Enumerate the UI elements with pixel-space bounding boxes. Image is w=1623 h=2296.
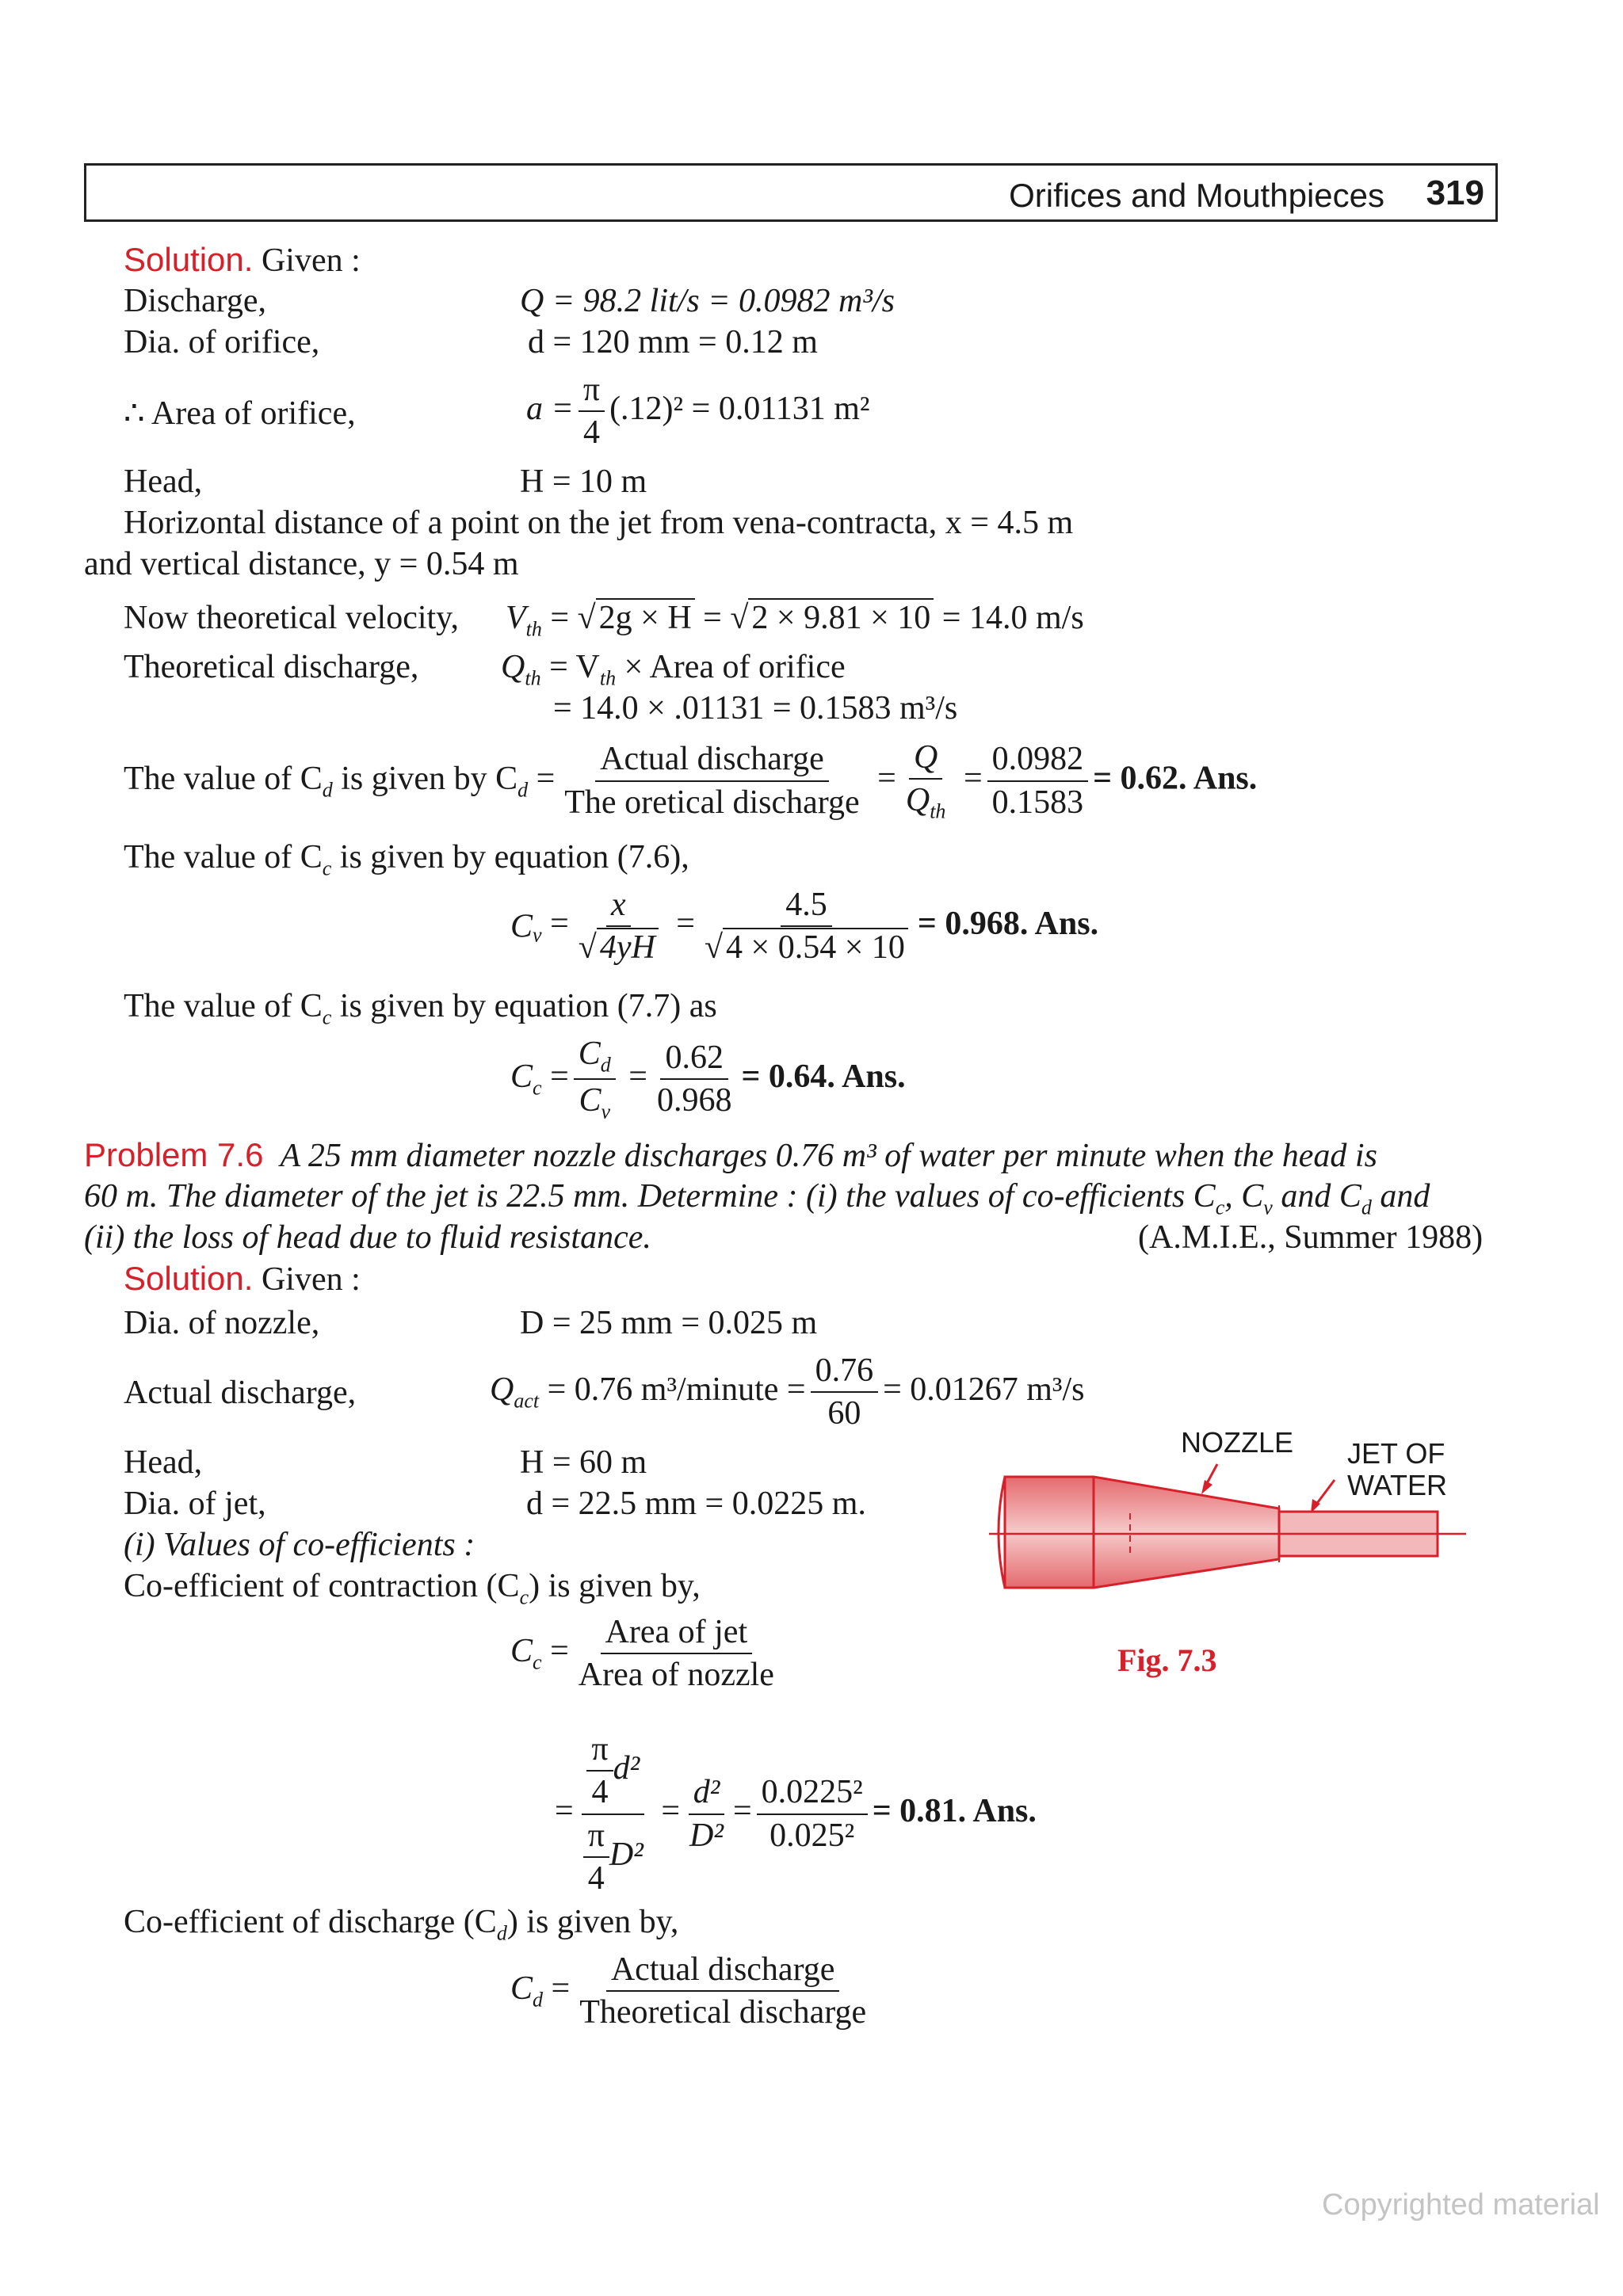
nozzle-dia-eq: D = 25 mm = 0.025 m — [520, 1305, 818, 1341]
theoretical-discharge-eq2: = 14.0 × .01131 = 0.1583 m³/s — [553, 690, 958, 727]
area-label: ∴ Area of orifice, — [124, 395, 356, 432]
theoretical-discharge-label: Theoretical discharge, — [124, 649, 419, 685]
figure-caption: Fig. 7.3 — [1117, 1642, 1217, 1678]
horizontal-distance: Horizontal distance of a point on the jet from vena-contracta, x = 4.5 m — [124, 505, 1074, 541]
running-header — [84, 163, 1498, 222]
problem-line1: Problem 7.6 A 25 mm diameter nozzle discharges 0.76 m³ of water per minute when the head is — [84, 1136, 1377, 1174]
head-label: Head, — [124, 463, 203, 500]
orifice-dia-label: Dia. of orifice, — [124, 324, 320, 360]
values-heading: (i) Values of co-efficients : — [124, 1527, 475, 1563]
discharge-eq: Q = 98.2 lit/s = 0.0982 m³/s — [520, 283, 895, 319]
ratio-eq: = $\frac{\pi}{4}$ d² $\frac{\pi}{4}$ D² = $\frac{\text{d²}}{\text{D²}}$ = $\frac{\text{0.0225²}}{\text{0.025²}}$ = 0.81. Ans. — [555, 1731, 1037, 1897]
velocity-eq: $V_{th} = √2g \times H = √2 \times 9.81 \times 10 = 14.0$ m/s — [506, 600, 1084, 641]
cc2-eq: $C_c$ = $\frac{\text{Area of jet}}{\text{Area of nozzle}}$ — [510, 1614, 774, 1694]
theoretical-discharge-eq: $Q_{th} = V_{th}$ × Area of orifice — [501, 649, 846, 690]
actual-discharge-label: Actual discharge, — [124, 1375, 357, 1411]
cd-eq: The value of $C_d$ is given by $C_d$ = $\frac{\text{Actual discharge}}{\text{The oretical discharge}}$ = $\frac{Q}{Q_{th}}$ = $\frac{0.0982}{0.1583}$ = 0.62. Ans. — [124, 739, 1258, 823]
cd2-eq: $C_d$ = $\frac{\text{Actual discharge}}{\text{Theoretical discharge}}$ — [510, 1951, 867, 2031]
cc2-intro: Co-efficient of contraction $(C_c)$ is given by, — [124, 1568, 701, 1609]
nozzle-figure — [983, 1426, 1490, 1688]
solution2-heading: Solution. Given : — [124, 1260, 361, 1298]
page-number: 319 — [1426, 174, 1484, 212]
cc-intro: The value of $C_c$ is given by equation (7.7) as — [124, 988, 717, 1029]
jet-label-1: JET OF — [1347, 1437, 1445, 1470]
cc-eq: $C_c$ = $\frac{C_d}{C_v}$ = $\frac{0.62}{0.968}$ = 0.64. Ans. — [510, 1035, 906, 1123]
jet-label-2: WATER — [1347, 1469, 1447, 1501]
problem-line3: (ii) the loss of head due to fluid resistance. — [84, 1219, 651, 1256]
solution-heading: Solution. Given : — [124, 241, 361, 279]
copyright-notice: Copyrighted material — [1322, 2188, 1600, 2222]
cd2-intro: Co-efficient of discharge $(C_d)$ is given by, — [124, 1904, 679, 1945]
cv-intro: The value of $C_c$ is given by equation (7.6), — [124, 839, 689, 880]
nozzle-dia-label: Dia. of nozzle, — [124, 1305, 320, 1341]
head2-label: Head, — [124, 1444, 203, 1481]
header-title: Orifices and Mouthpieces — [1009, 177, 1384, 214]
problem-line2: 60 m. The diameter of the jet is 22.5 mm. Determine : (i) the values of co-efficients $C_c$, $C_v$ and $C_d$ and — [84, 1178, 1430, 1219]
cv-eq: $C_v$ = $\frac{x}{√4yH}$ = $\frac{4.5}{√4 \times 0.54 \times 10}$ = 0.968. Ans. — [510, 887, 1099, 967]
nozzle-label: NOZZLE — [1181, 1426, 1294, 1459]
actual-discharge-eq: $Q_{act} = 0.76$ m³/minute = $\frac{0.76}{60}$ = 0.01267 m³/s — [490, 1352, 1085, 1432]
problem-label: Problem 7.6 — [84, 1136, 264, 1173]
head2-eq: H = 60 m — [520, 1444, 647, 1481]
orifice-dia-eq: d = 120 mm = 0.12 m — [528, 324, 818, 360]
jet-dia-eq: d = 22.5 mm = 0.0225 m. — [526, 1486, 866, 1522]
discharge-label: Discharge, — [124, 283, 266, 319]
problem-source: (A.M.I.E., Summer 1988) — [1138, 1219, 1484, 1256]
velocity-label: Now theoretical velocity, — [124, 600, 459, 636]
area-eq: a = $\frac{\pi}{4}$ (.12)² = 0.01131 m² — [526, 372, 870, 452]
vertical-distance: and vertical distance, y = 0.54 m — [84, 546, 519, 582]
head-eq: H = 10 m — [520, 463, 647, 500]
jet-dia-label: Dia. of jet, — [124, 1486, 266, 1522]
